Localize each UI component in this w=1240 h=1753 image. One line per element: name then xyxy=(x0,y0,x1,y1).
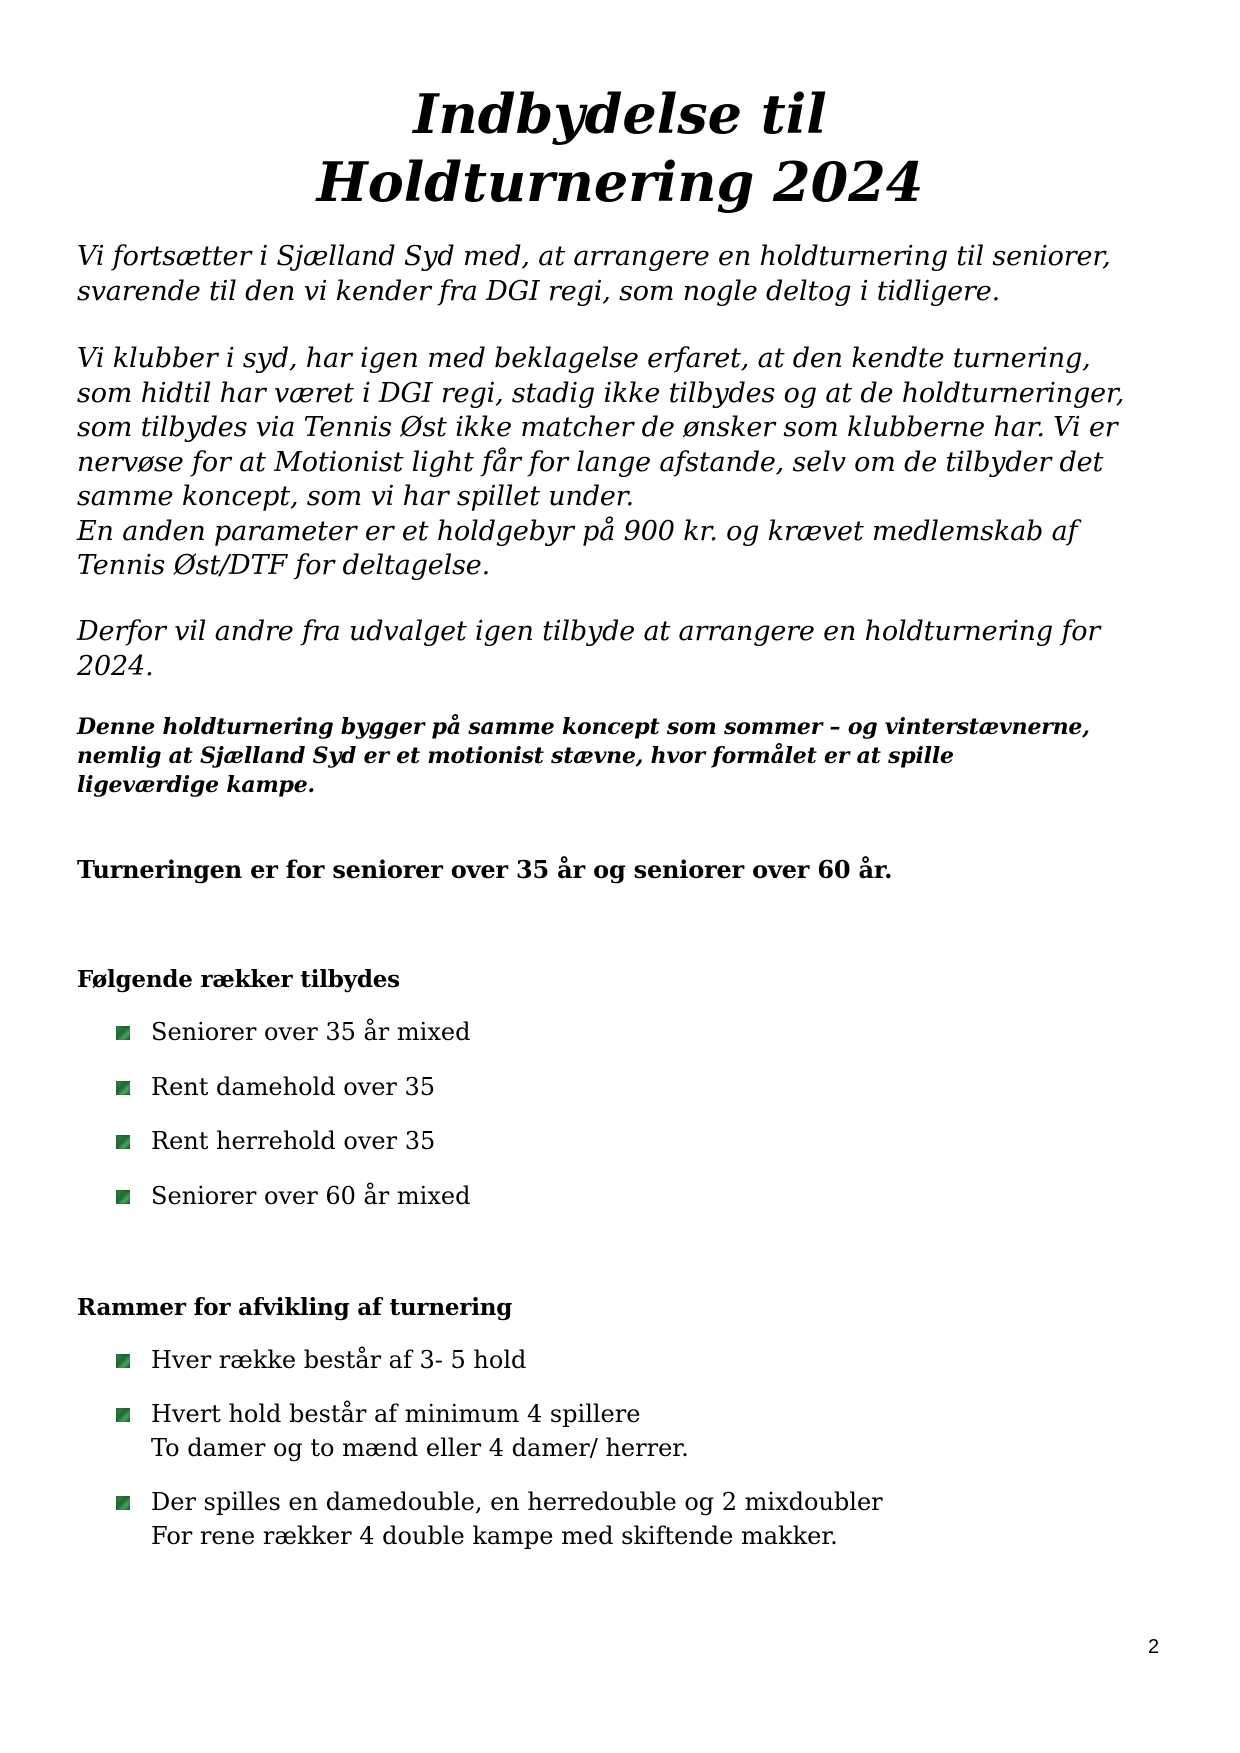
rows-section-heading: Følgende rækker tilbydes xyxy=(77,966,400,993)
body-line: En anden parameter er et holdgebyr på 900 kr. og krævet medlemskab af xyxy=(77,515,1078,547)
body-line: som tilbydes via Tennis Øst ikke matcher de ønsker som klubberne har. Vi er xyxy=(77,412,1118,443)
list-item-text xyxy=(151,1397,689,1465)
bullet-square-icon xyxy=(116,1135,130,1149)
bullet-square-icon xyxy=(116,1354,130,1368)
body-line: Vi klubber i syd, har igen med beklagelse erfaret, at den kendte turnering, xyxy=(77,343,1091,374)
rules-section-heading: Rammer for afvikling af turnering xyxy=(77,1294,513,1321)
list-item-text: Seniorer over 35 år mixed xyxy=(151,1018,471,1046)
bullet-square-icon xyxy=(116,1190,130,1204)
bullet-square-icon xyxy=(116,1081,130,1095)
body-line: Tennis Øst/DTF for deltagelse. xyxy=(77,550,491,581)
body-paragraph xyxy=(77,342,1177,584)
offer-paragraph xyxy=(77,615,1177,684)
offer-line: 2024. xyxy=(77,650,154,682)
concept-line: ligeværdige kampe. xyxy=(77,772,315,798)
page-title-line-2: Holdturnering 2024 xyxy=(316,150,924,214)
list-item-line: For rene rækker 4 double kampe med skiftende makker. xyxy=(151,1522,838,1550)
bullet-square-icon xyxy=(116,1408,130,1422)
list-item-line: Hver række består af 3- 5 hold xyxy=(151,1346,527,1374)
offer-line: Derfor vil andre fra udvalget igen tilbyde at arrangere en holdturnering for xyxy=(77,616,1101,647)
body-line: som hidtil har været i DGI regi, stadig ikke tilbydes og at de holdturneringer, xyxy=(77,377,1125,409)
list-item-text: Rent herrehold over 35 xyxy=(151,1127,436,1155)
concept-paragraph xyxy=(77,713,1187,800)
list-item-line: Hvert hold består af minimum 4 spillere xyxy=(151,1400,641,1428)
list-item-text: Rent damehold over 35 xyxy=(151,1073,436,1101)
concept-line: Denne holdturnering bygger på samme koncept som sommer – og vinterstævnerne, xyxy=(77,714,1090,740)
intro-line: svarende til den vi kender fra DGI regi, som nogle deltog i tidligere. xyxy=(77,275,1001,307)
page-number: 2 xyxy=(1148,1636,1160,1658)
list-item-line: Der spilles en damedouble, en herredouble og 2 mixdoubler xyxy=(151,1488,883,1516)
page-title-line-1: Indbydelse til xyxy=(413,82,827,146)
bullet-square-icon xyxy=(116,1026,130,1040)
eligibility-statement: Turneringen er for seniorer over 35 år og seniorer over 60 år. xyxy=(77,855,893,884)
list-item-line: To damer og to mænd eller 4 damer/ herrer. xyxy=(151,1434,689,1462)
body-line: samme koncept, som vi har spillet under. xyxy=(77,481,634,512)
list-item-text xyxy=(151,1485,883,1553)
intro-paragraph xyxy=(77,240,1177,309)
list-item-text xyxy=(151,1343,526,1377)
concept-line: nemlig at Sjælland Syd er et motionist stævne, hvor formålet er at spille xyxy=(77,743,954,769)
intro-line: Vi fortsætter i Sjælland Syd med, at arrangere en holdturnering til seniorer, xyxy=(77,241,1111,272)
bullet-square-icon xyxy=(116,1496,130,1510)
list-item-text: Seniorer over 60 år mixed xyxy=(151,1182,471,1210)
body-line: nervøse for at Motionist light får for lange afstande, selv om de tilbyder det xyxy=(77,446,1104,478)
